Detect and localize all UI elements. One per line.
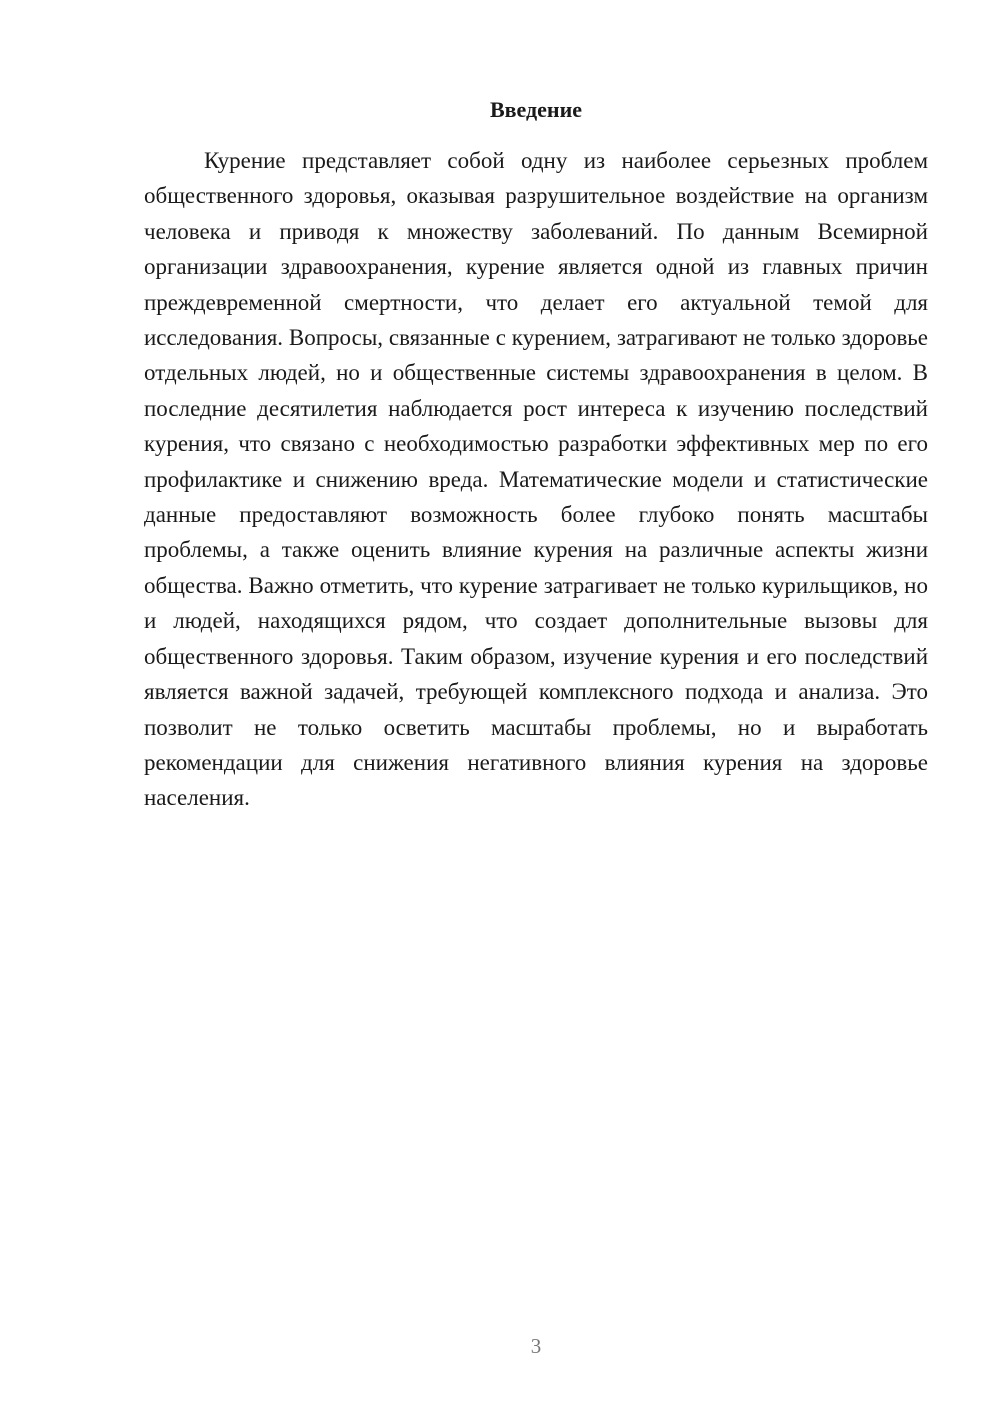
section-title: Введение: [489, 97, 583, 122]
intro-paragraph: Курение представляет собой одну из наиболее серьезных проблем общественного здоровья, оказывая разрушительное воздействие на организм человека и приводя к множеству заболеваний. По данным Всемирной организации здравоохранения, курение является одной из главных причин преждевременной смертности, что делает его актуальной темой для исследования. Вопросы, связанные с курением, затрагивают не только здоровье отдельных людей, но и общественные системы здравоохранения в целом. В последние десятилетия наблюдается рост интереса к изучению последствий курения, что связано с необходимостью разработки эффективных мер по его профилактике и снижению вреда. Математические модели и статистические данные предоставляют возможность более глубоко понять масштабы проблемы, а также оценить влияние курения на различные аспекты жизни общества. Важно отметить, что курение затрагивает не только курильщиков, но и людей, находящихся рядом, что создает дополнительные вызовы для общественного здоровья. Таким образом, изучение курения и его последствий является важной задачей, требующей комплексного подхода и анализа. Это позволит не только осветить масштабы проблемы, но и выработать рекомендации для снижения негативного влияния курения на здоровье населения.: [144, 148, 928, 811]
page-number: 3: [530, 1334, 542, 1358]
